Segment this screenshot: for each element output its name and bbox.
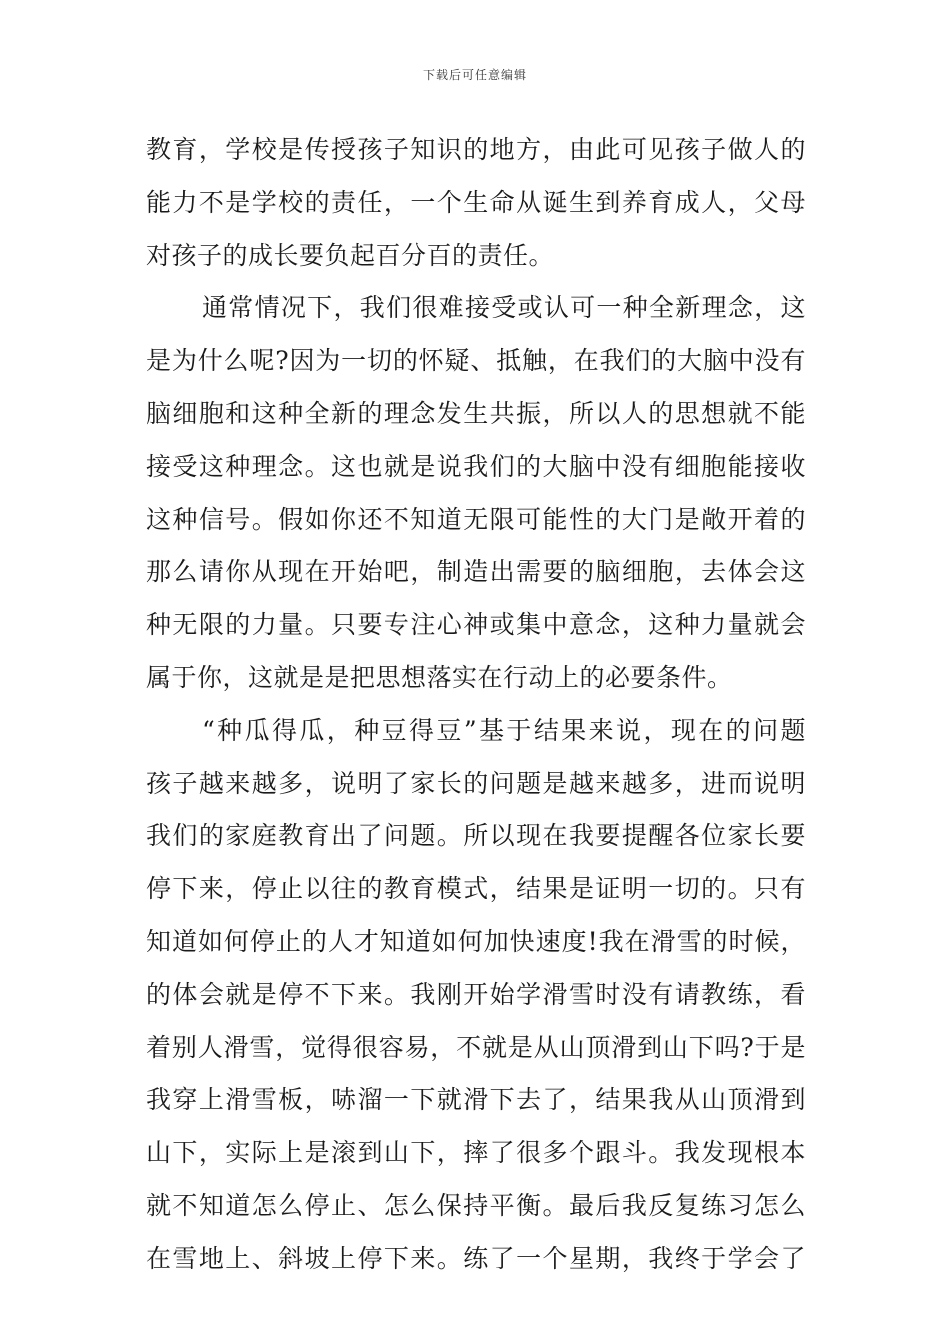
text-line: 通常情况下，我们很难接受或认可一种全新理念，这 bbox=[202, 293, 806, 323]
body-text bbox=[146, 124, 806, 1286]
text-line: 那么请你从现在开始吧，制造出需要的脑细胞，去体会这 bbox=[146, 557, 806, 587]
text-line: “种瓜得瓜，种豆得豆”基于结果来说，现在的问题 bbox=[202, 715, 806, 745]
text-line: 的体会就是停不下来。我刚开始学滑雪时没有请教练，看 bbox=[146, 979, 806, 1009]
text-line: 这种信号。假如你还不知道无限可能性的大门是敞开着的 bbox=[146, 504, 806, 534]
text-line: 孩子越来越多，说明了家长的问题是越来越多，进而说明 bbox=[146, 768, 806, 798]
text-line: 在雪地上、斜坡上停下来。练了一个星期，我终于学会了 bbox=[146, 1243, 806, 1273]
text-line: 接受这种理念。这也就是说我们的大脑中没有细胞能接收 bbox=[146, 451, 806, 481]
text-line: 教育，学校是传授孩子知识的地方，由此可见孩子做人的 bbox=[146, 135, 806, 164]
text-line: 山下，实际上是滚到山下，摔了很多个跟斗。我发现根本 bbox=[146, 1138, 806, 1168]
text-line: 种无限的力量。只要专注心神或集中意念，这种力量就会 bbox=[146, 610, 806, 640]
text-line: 我穿上滑雪板，哧溜一下就滑下去了，结果我从山顶滑到 bbox=[146, 1085, 806, 1115]
text-line: 对孩子的成长要负起百分百的责任。 bbox=[146, 240, 555, 270]
header-note: 下载后可任意编辑 bbox=[422, 68, 527, 82]
text-line: 就不知道怎么停止、怎么保持平衡。最后我反复练习怎么 bbox=[146, 1190, 806, 1220]
text-line: 属于你，这就是是把思想落实在行动上的必要条件。 bbox=[146, 662, 733, 692]
text-line: 知道如何停止的人才知道如何加快速度!我在滑雪的时候， bbox=[146, 926, 806, 956]
text-line: 我们的家庭教育出了问题。所以现在我要提醒各位家长要 bbox=[146, 821, 806, 851]
text-line: 能力不是学校的责任，一个生命从诞生到养育成人，父母 bbox=[146, 187, 806, 217]
text-line: 脑细胞和这种全新的理念发生共振，所以人的思想就不能 bbox=[146, 398, 806, 428]
text-line: 着别人滑雪，觉得很容易，不就是从山顶滑到山下吗?于是 bbox=[146, 1032, 806, 1062]
text-line: 是为什么呢?因为一切的怀疑、抵触，在我们的大脑中没有 bbox=[146, 346, 806, 376]
text-line: 停下来，停止以往的教育模式，结果是证明一切的。只有 bbox=[146, 874, 806, 904]
